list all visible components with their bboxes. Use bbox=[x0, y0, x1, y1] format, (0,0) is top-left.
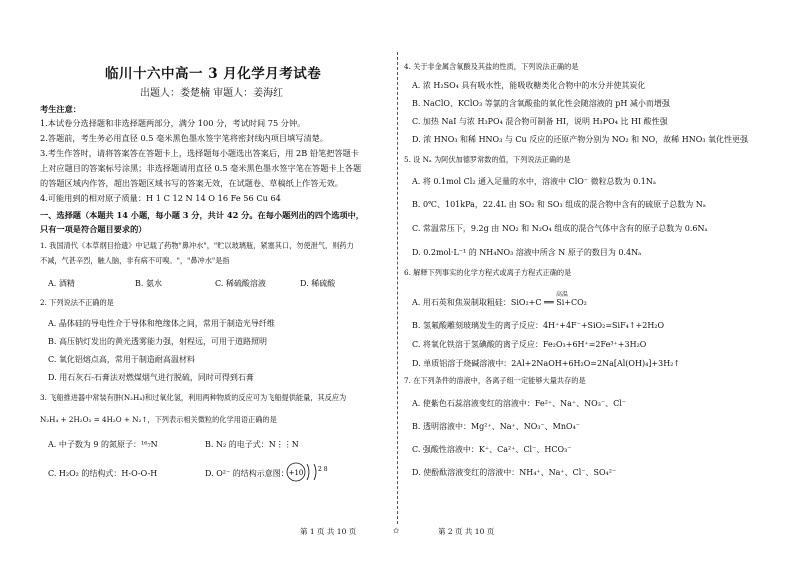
section1-heading-2: 只有一项是符合题目要求的） bbox=[40, 224, 147, 234]
note-line: 的答题区域内作答，超出答题区域书写的答案无效，在试题卷、草稿纸上作答无效。 bbox=[40, 178, 343, 188]
page-divider bbox=[397, 52, 398, 524]
q7-option-d: D. 使酚酞溶液变红的溶液中：NH₄⁺、Na⁺、Cl⁻、SO₄²⁻ bbox=[412, 468, 617, 477]
q4-option-d: D. 浓 HNO₃ 和稀 HNO₃ 与 Cu 反应的还原产物分别为 NO₂ 和 NO，故稀 HNO₃ 氧化性更强 bbox=[412, 135, 749, 144]
page-number-right: 第 2 页 共 10 页 bbox=[438, 527, 495, 536]
q1-option-a: A. 酒精 bbox=[48, 279, 75, 288]
nucleus-charge: +10 bbox=[288, 469, 304, 477]
q5-stem: 5. 设 Nₐ 为阿伏加德罗常数的值，下列说法正确的是 bbox=[404, 155, 571, 164]
q3-stem: 3. 飞船推进器中常装有肼(N₂H₄)和过氧化氢，利用两种物质的反应可为飞船提供能量，其反应为 bbox=[40, 393, 347, 402]
q5-option-c: C. 常温常压下，9.2g 由 NO₂ 和 N₂O₄ 组成的混合气体中含有的原子总数为 0.6Nₐ bbox=[412, 224, 708, 233]
q4-option-c: C. 加热 NaI 与浓 H₃PO₄ 混合物可制备 HI，说明 H₃PO₄ 比 HI 酸性强 bbox=[412, 117, 668, 126]
q4-stem: 4. 关于非金属含氧酸及其盐的性质，下列说法正确的是 bbox=[404, 62, 579, 71]
q4-option-b: B. NaClO、KClO₃ 等氯的含氧酸盐的氧化性会随溶液的 pH 减小而增强 bbox=[412, 99, 670, 108]
section1-heading: 一、选择题（本题共 14 小题，每小题 3 分，共计 42 分。在每小题列出的四个选项中， bbox=[40, 210, 364, 220]
q2-option-c: C. 氧化铝熔点高，常用于制造耐高温材料 bbox=[48, 355, 195, 364]
note-line: 4.可能用到的相对原子质量：H 1 C 12 N 14 O 16 Fe 56 Cu 64 bbox=[40, 193, 281, 203]
note-line: 3.考生作答时，请将答案答在答题卡上，选择题每小题选出答案后，用 2B 铅笔把答题卡 bbox=[40, 148, 359, 158]
oxygen-ion-structure-diagram bbox=[285, 459, 328, 485]
q2-stem: 2. 下列说法不正确的是 bbox=[40, 298, 114, 307]
q1-option-c: C. 稀硫酸溶液 bbox=[215, 279, 266, 288]
q5-option-a: A. 将 0.1mol Cl₂ 通入足量的水中，溶液中 ClO⁻ 微粒总数为 0.1Nₐ bbox=[412, 177, 656, 186]
q6-option-c: C. 将氧化铁溶于氢碘酸的离子反应：Fe₂O₃+6H⁺=2Fe³⁺+3H₂O bbox=[412, 340, 647, 349]
q1-stem-2: 不减，气甚辛烈，触人脑，非有病不可嗅。"，"鼻冲水"是指 bbox=[40, 256, 230, 265]
exam-title: 临川十六中高一 3 月化学月考试卷 bbox=[105, 66, 322, 82]
q7-stem: 7. 在下列条件的溶液中，各离子组一定能够大量共存的是 bbox=[404, 376, 586, 385]
q6-option-a-condition: 高温 bbox=[556, 291, 569, 298]
q7-option-b: B. 透明溶液中：Mg²⁺、Na⁺、NO₃⁻、MnO₄⁻ bbox=[412, 422, 581, 431]
q3-option-d: D. O²⁻ 的结构示意图： bbox=[205, 469, 289, 478]
exam-setter: 出题人：娄楚楠 审题人：姜海红 bbox=[140, 88, 284, 99]
q7-option-c: C. 强酸性溶液中：K⁺、Ca²⁺、Cl⁻、HCO₃⁻ bbox=[412, 445, 572, 454]
shell-electrons: 2 8 bbox=[318, 466, 328, 473]
q5-option-d: D. 0.2mol·L⁻¹ 的 NH₄NO₃ 溶液中所含 N 原子的数目为 0.4Nₐ bbox=[412, 248, 642, 257]
note-line: 上对应题目的答案标号涂黑；非选择题请用直径 0.5 毫米黑色墨水签字笔在答题卡上各题 bbox=[40, 163, 362, 173]
q1-option-b: B. 氨水 bbox=[135, 279, 162, 288]
q3-option-b: B. N₂ 的电子式：N⋮⋮N bbox=[205, 440, 299, 449]
q6-stem: 6. 解释下列事实的化学方程式或离子方程式正确的是 bbox=[404, 268, 572, 277]
q2-option-d: D. 用石灰石-石膏法对燃煤烟气进行脱硫，同时可得到石膏 bbox=[48, 373, 254, 382]
q4-option-a: A. 浓 H₂SO₄ 具有吸水性，能吸收糖类化合物中的水分并使其炭化 bbox=[412, 81, 646, 90]
q1-stem: 1. 我国清代《本草纲目拾遗》中记载了药物"鼻冲水"，"贮以玻璃瓶，紧塞其口，勿使泄气，则药力 bbox=[40, 241, 354, 250]
note-line: 2.答题前，考生务必用直径 0.5 毫米黑色墨水签字笔将密封线内项目填写清楚。 bbox=[40, 133, 329, 143]
q3-option-c: C. H₂O₂ 的结构式：H-O-O-H bbox=[48, 469, 158, 478]
page-number-left: 第 1 页 共 10 页 bbox=[300, 527, 357, 536]
q2-option-b: B. 高压钠灯发出的黄光透雾能力强，射程远，可用于道路照明 bbox=[48, 337, 267, 346]
q2-option-a: A. 晶体硅的导电性介于导体和绝缘体之间，常用于制造光导纤维 bbox=[48, 319, 275, 328]
footer-star-icon: ✩ bbox=[393, 526, 400, 535]
notes-heading: 考生注意： bbox=[40, 104, 81, 114]
q1-option-d: D. 稀硫酸 bbox=[300, 279, 336, 288]
note-line: 1.本试卷分选择题和非选择题两部分，满分 100 分，考试时间 75 分钟。 bbox=[40, 118, 306, 128]
q5-option-b: B. 0℃、101kPa，22.4L 由 SO₂ 和 SO₃ 组成的混合物中含有的硫原子总数为 Nₐ bbox=[412, 200, 706, 209]
q3-equation: N₂H₄ + 2H₂O₂ = 4H₂O + N₂↑，下列表示相关微粒的化学用语正确的是 bbox=[40, 415, 277, 424]
q6-option-a: A. 用石英和焦炭制取粗硅：SiO₂+C ══ Si+CO₂ bbox=[412, 298, 587, 307]
q3-option-a: A. 中子数为 9 的氮原子：¹⁶₇N bbox=[48, 440, 158, 449]
q6-option-b: B. 氢氟酸雕刻玻璃发生的离子反应：4H⁺+4F⁻+SiO₂=SiF₄↑+2H₂O bbox=[412, 321, 665, 330]
q7-option-a: A. 使紫色石蕊溶液变红的溶液中：Fe²⁺、Na⁺、NO₃⁻、Cl⁻ bbox=[412, 399, 627, 408]
q6-option-d: D. 单质铝溶于烧碱溶液中：2Al+2NaOH+6H₂O=2Na[Al(OH)₄]+3H₂↑ bbox=[412, 359, 681, 368]
